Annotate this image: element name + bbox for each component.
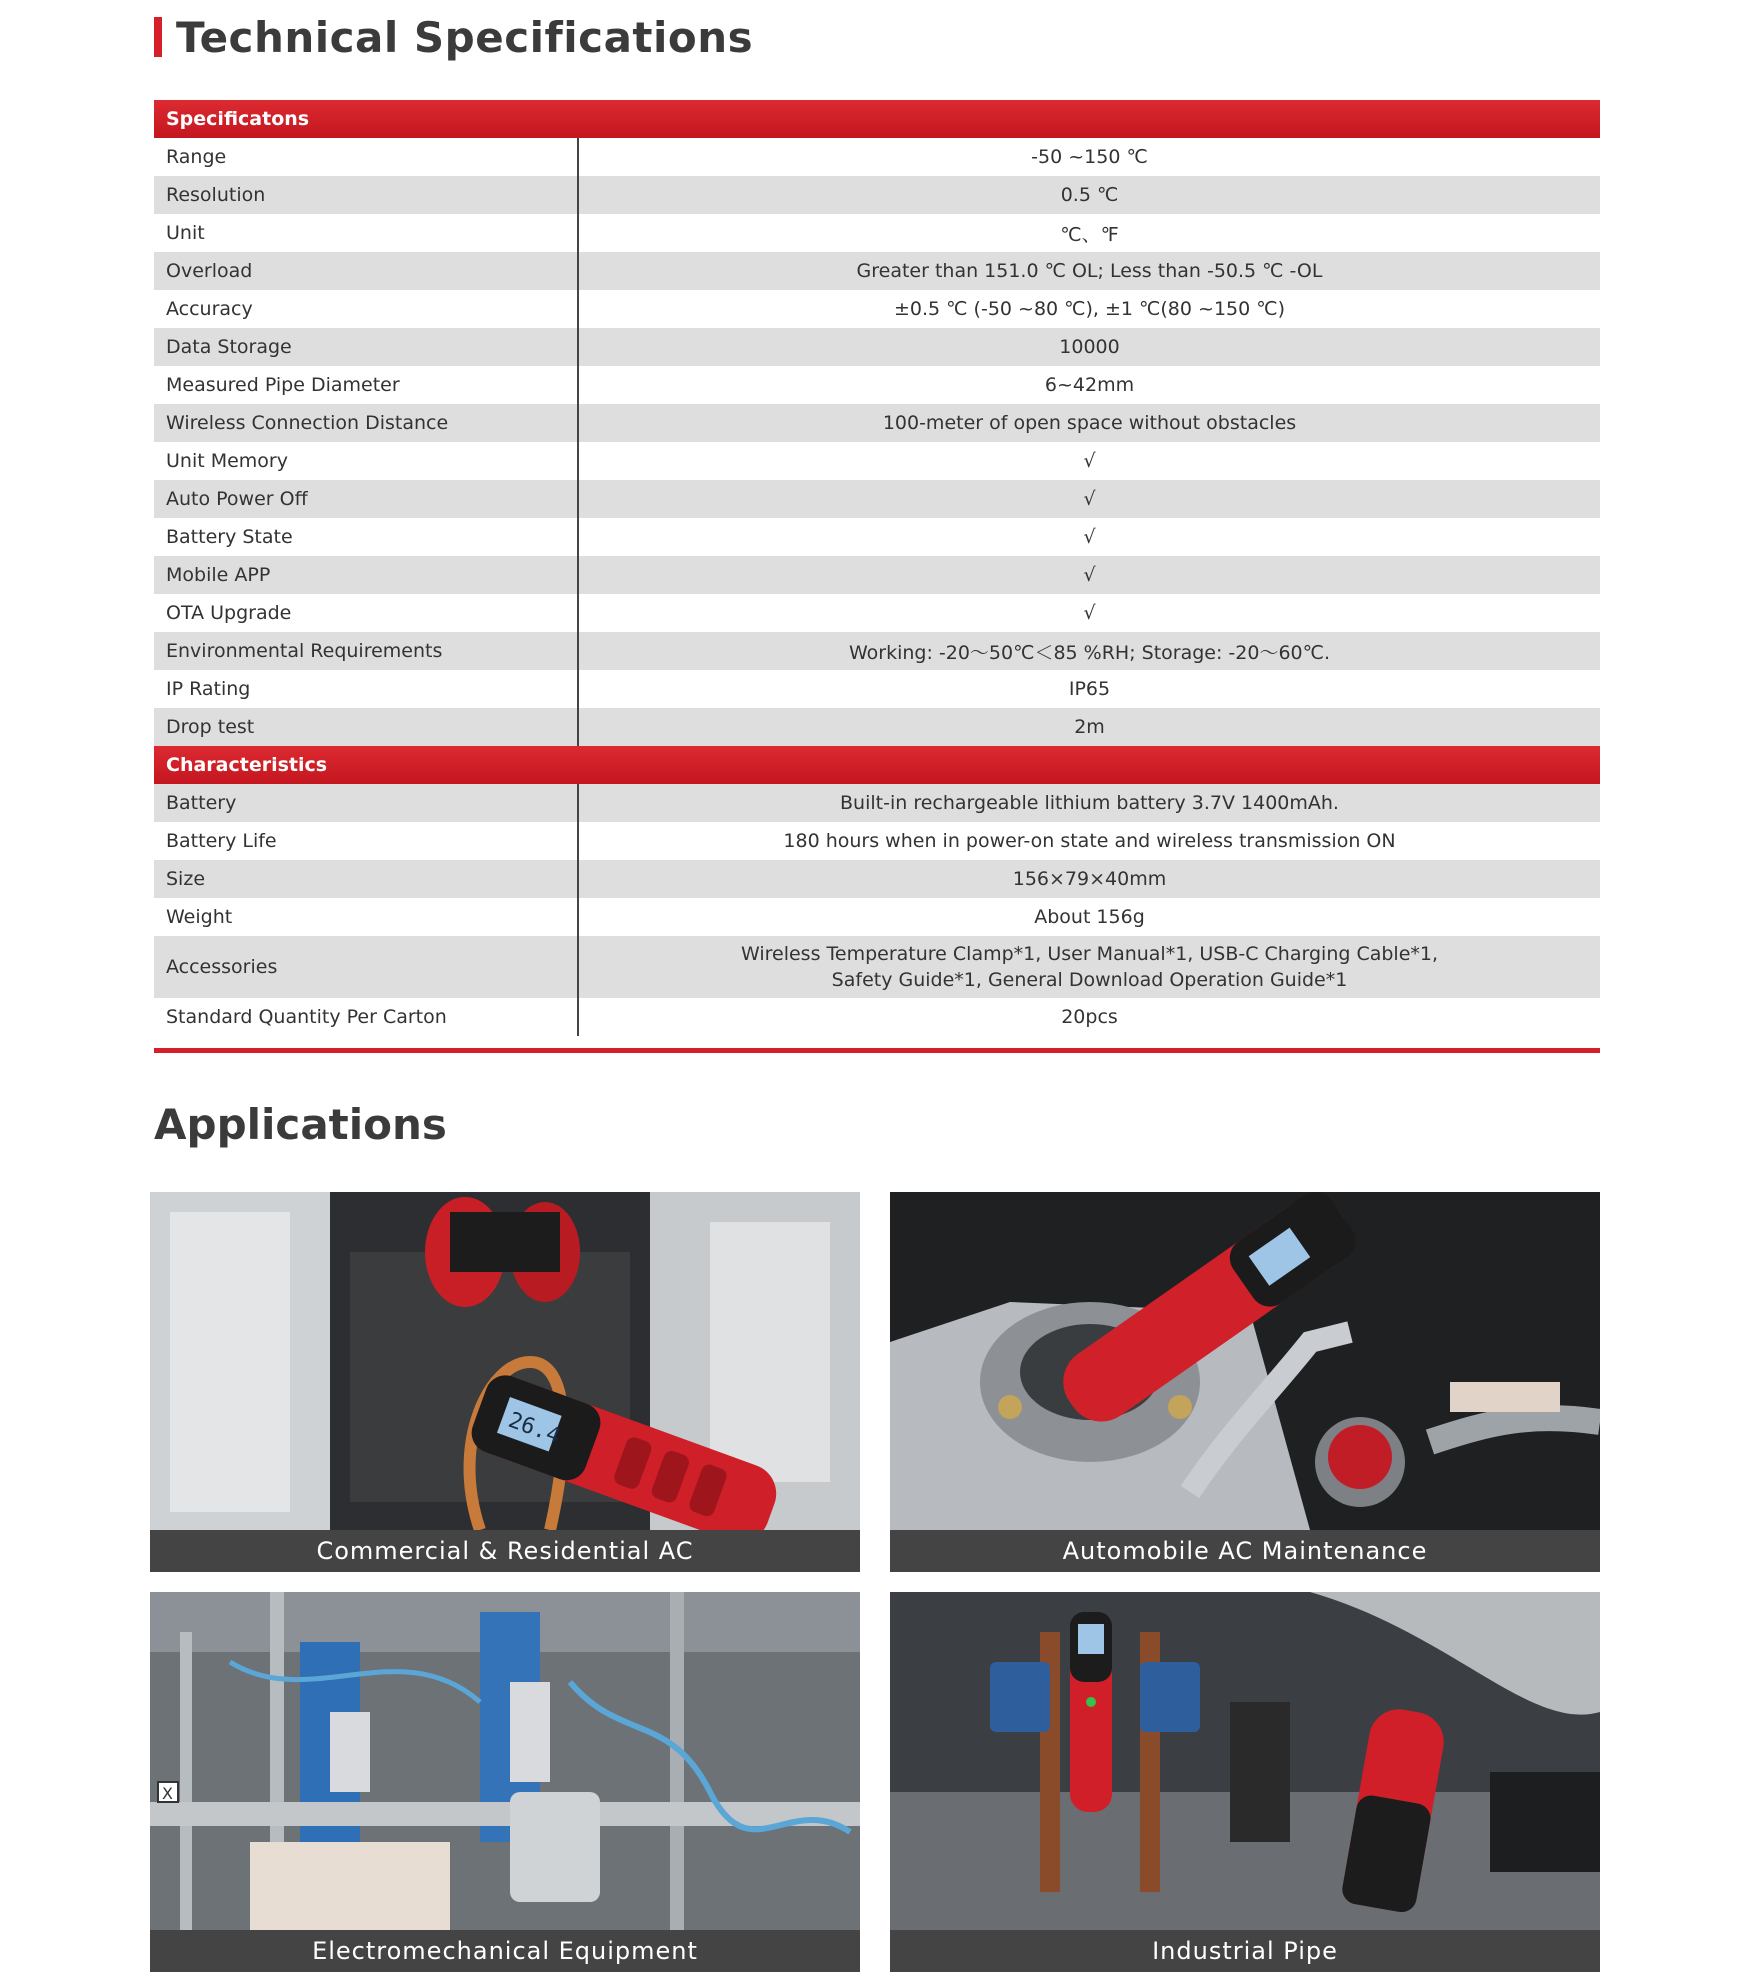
char-value: 180 hours when in power-on state and wireless transmission ON	[783, 830, 1396, 852]
table-row	[154, 860, 1600, 898]
table-row	[154, 632, 1600, 670]
table-header-row	[154, 746, 1600, 784]
application-card-industrial-pipe	[890, 1592, 1600, 1972]
table-row	[154, 998, 1600, 1036]
spec-value: √	[578, 556, 1600, 594]
section-header-technical-specifications	[154, 12, 753, 62]
table-row	[154, 290, 1600, 328]
spec-value: -50 ~150 ℃	[1031, 146, 1148, 168]
spec-label: Mobile APP	[154, 556, 578, 594]
char-label: Size	[154, 860, 578, 898]
table-row	[154, 176, 1600, 214]
electromechanical-photo	[150, 1592, 860, 1930]
char-value	[578, 936, 1600, 998]
spec-label: Unit	[154, 214, 578, 252]
page-title: Technical Specifications	[176, 12, 754, 62]
spec-label: Auto Power Off	[154, 480, 578, 518]
spec-value: 10000	[578, 328, 1600, 366]
char-label: Accessories	[154, 936, 578, 998]
spec-label: IP Rating	[154, 670, 578, 708]
table-bottom-rule	[154, 1048, 1600, 1053]
clamp-display-reading: 26.4	[504, 1407, 564, 1450]
title-accent-bar	[154, 17, 162, 57]
table-row	[154, 936, 1600, 998]
spec-value: 2m	[578, 708, 1600, 746]
spec-value: IP65	[1068, 678, 1111, 700]
accessories-line-1: Wireless Temperature Clamp*1, User Manual*1, USB-C Charging Cable*1,	[740, 943, 1439, 965]
char-label: Weight	[154, 898, 578, 936]
table-row	[154, 784, 1600, 822]
char-value: About 156g	[1034, 906, 1145, 928]
char-label: Battery	[154, 784, 578, 822]
spec-label: Overload	[154, 252, 578, 290]
industrial-pipe-photo	[890, 1592, 1600, 1930]
specifications-table	[154, 100, 1600, 1036]
spec-label: Unit Memory	[154, 442, 578, 480]
spec-value: 0.5 ℃	[578, 176, 1600, 214]
table-row	[154, 594, 1600, 632]
table-row	[154, 670, 1600, 708]
spec-value: √	[1083, 602, 1096, 624]
table-row	[154, 518, 1600, 556]
application-card-electromechanical	[150, 1592, 860, 1972]
char-label: Battery Life	[154, 822, 578, 860]
table-row	[154, 252, 1600, 290]
table-row	[154, 708, 1600, 746]
svg-text:X: X	[162, 1784, 173, 1803]
spec-value: √	[1083, 526, 1096, 548]
spec-value: √	[1083, 450, 1096, 472]
spec-label: Data Storage	[154, 328, 578, 366]
spec-label: Environmental Requirements	[154, 632, 578, 670]
application-caption: Automobile AC Maintenance	[890, 1530, 1600, 1572]
spec-value: √	[578, 480, 1600, 518]
char-value: 20pcs	[1061, 1006, 1118, 1028]
spec-label: Wireless Connection Distance	[154, 404, 578, 442]
table-header-row	[154, 100, 1600, 138]
char-value: 156×79×40mm	[578, 860, 1600, 898]
spec-value: Greater than 151.0 ℃ OL; Less than -50.5 ℃ -OL	[578, 252, 1600, 290]
table-row	[154, 556, 1600, 594]
spec-label: Range	[154, 138, 578, 176]
spec-value: ℃、℉	[1060, 223, 1119, 246]
table-row	[154, 138, 1600, 176]
char-label: Standard Quantity Per Carton	[154, 998, 578, 1036]
characteristics-header: Characteristics	[154, 746, 578, 784]
table-row	[154, 366, 1600, 404]
table-row	[154, 404, 1600, 442]
table-row	[154, 480, 1600, 518]
spec-label: Battery State	[154, 518, 578, 556]
table-row	[154, 822, 1600, 860]
specifications-header: Specificatons	[154, 100, 578, 138]
spec-value: ±0.5 ℃ (-50 ~80 ℃), ±1 ℃(80 ~150 ℃)	[894, 298, 1285, 320]
application-caption: Electromechanical Equipment	[150, 1930, 860, 1972]
application-card-automobile-ac	[890, 1192, 1600, 1572]
spec-label: OTA Upgrade	[154, 594, 578, 632]
char-value: Built-in rechargeable lithium battery 3.7V 1400mAh.	[578, 784, 1600, 822]
automobile-ac-photo	[890, 1192, 1600, 1530]
table-row	[154, 442, 1600, 480]
applications-title: Applications	[154, 1100, 447, 1149]
accessories-line-2: Safety Guide*1, General Download Operation Guide*1	[831, 969, 1348, 991]
application-caption: Commercial & Residential AC	[150, 1530, 860, 1572]
spec-label: Resolution	[154, 176, 578, 214]
commercial-ac-photo	[150, 1192, 860, 1530]
spec-value: Working: -20～50℃＜85 %RH; Storage: -20～60℃.	[578, 632, 1600, 670]
application-card-commercial-ac	[150, 1192, 860, 1572]
application-caption: Industrial Pipe	[890, 1930, 1600, 1972]
table-row	[154, 898, 1600, 936]
spec-value: 100-meter of open space without obstacles	[578, 404, 1600, 442]
spec-value: 6~42mm	[1044, 374, 1135, 396]
spec-label: Drop test	[154, 708, 578, 746]
spec-label: Accuracy	[154, 290, 578, 328]
table-row	[154, 214, 1600, 252]
table-row	[154, 328, 1600, 366]
spec-label: Measured Pipe Diameter	[154, 366, 578, 404]
